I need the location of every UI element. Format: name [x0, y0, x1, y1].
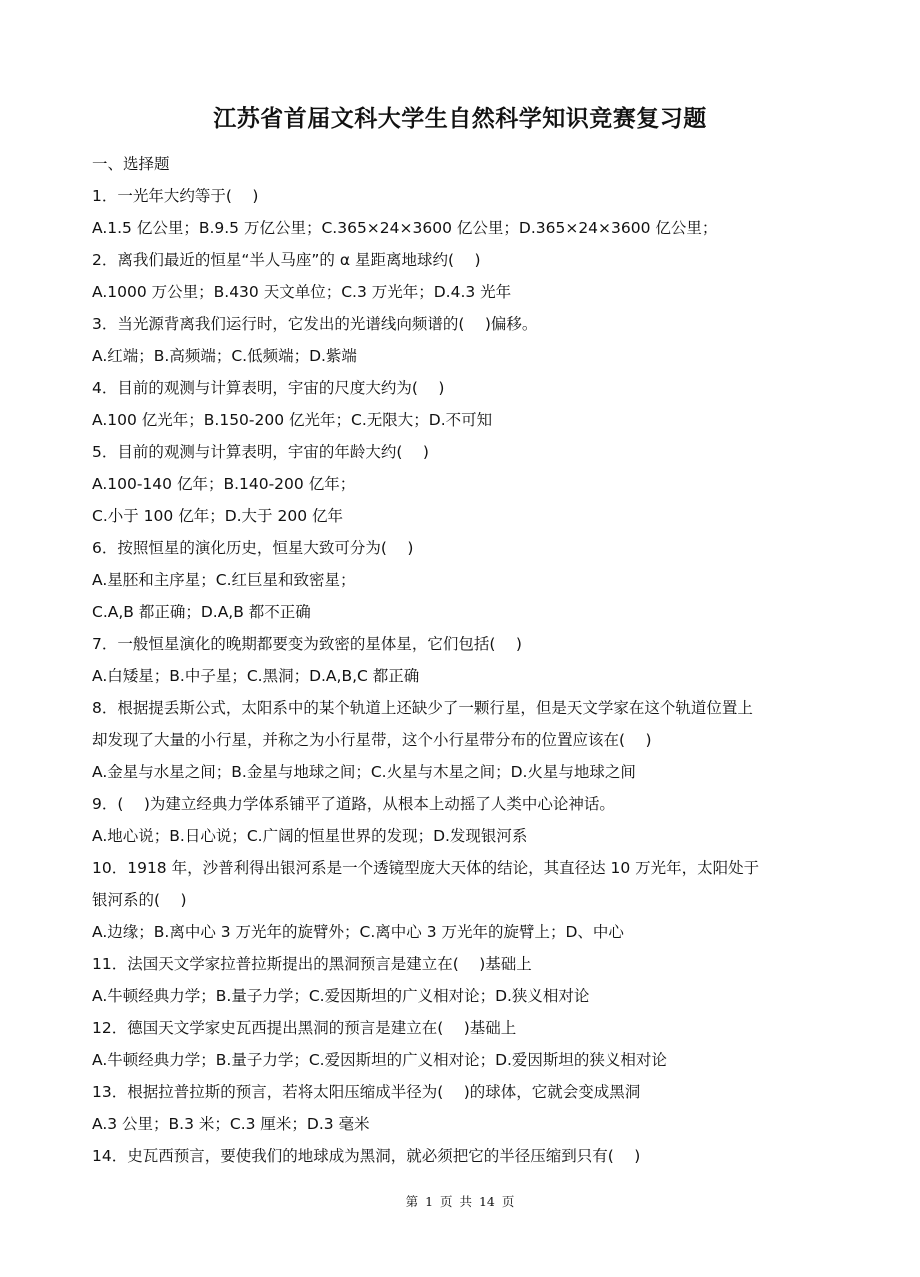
options-2: A.1000 万公里；B.430 天文单位；C.3 万光年；D.4.3 光年 — [92, 283, 512, 301]
question-6: 6．按照恒星的演化历史，恒星大致可分为( ) — [92, 539, 414, 557]
question-7: 7．一般恒星演化的晚期都要变为致密的星体星，它们包括( ) — [92, 635, 522, 653]
options-10: A.边缘；B.离中心 3 万光年的旋臂外；C.离中心 3 万光年的旋臂上；D、中心 — [92, 923, 624, 941]
section-heading: 一、选择题 — [92, 155, 170, 173]
question-list — [92, 148, 832, 1172]
question-3: 3．当光源背离我们运行时，它发出的光谱线向频谱的( )偏移。 — [92, 315, 538, 333]
page-footer: 第 1 页 共 14 页 — [405, 1194, 515, 1209]
options-3: A.红端；B.高频端；C.低频端；D.紫端 — [92, 347, 357, 365]
question-2: 2．离我们最近的恒星“半人马座”的 α 星距离地球约( ) — [92, 251, 481, 269]
options-6-a: A.星胚和主序星；C.红巨星和致密星； — [92, 571, 356, 589]
question-14: 14．史瓦西预言，要使我们的地球成为黑洞，就必须把它的半径压缩到只有( ) — [92, 1147, 641, 1165]
question-8-line-2: 却发现了大量的小行星，并称之为小行星带，这个小行星带分布的位置应该在( ) — [92, 731, 652, 749]
question-5: 5．目前的观测与计算表明，宇宙的年龄大约( ) — [92, 443, 429, 461]
document-title: 江苏省首届文科大学生自然科学知识竞赛复习题 — [213, 105, 707, 132]
options-5-a: A.100-140 亿年；B.140-200 亿年； — [92, 475, 356, 493]
options-7: A.白矮星；B.中子星；C.黑洞；D.A,B,C 都正确 — [92, 667, 420, 685]
options-13: A.3 公里；B.3 米；C.3 厘米；D.3 毫米 — [92, 1115, 370, 1133]
options-8: A.金星与水星之间；B.金星与地球之间；C.火星与木星之间；D.火星与地球之间 — [92, 763, 636, 781]
question-13: 13．根据拉普拉斯的预言，若将太阳压缩成半径为( )的球体，它就会变成黑洞 — [92, 1083, 641, 1101]
question-12: 12．德国天文学家史瓦西提出黑洞的预言是建立在( )基础上 — [92, 1019, 517, 1037]
options-1: A.1.5 亿公里；B.9.5 万亿公里；C.365×24×3600 亿公里；D.365×24×3600 亿公里； — [92, 219, 718, 237]
question-8-line-1: 8．根据提丢斯公式，太阳系中的某个轨道上还缺少了一颗行星，但是天文学家在这个轨道位置上 — [92, 699, 753, 717]
options-12: A.牛顿经典力学；B.量子力学；C.爱因斯坦的广义相对论；D.爱因斯坦的狭义相对论 — [92, 1051, 667, 1069]
options-4: A.100 亿光年；B.150-200 亿光年；C.无限大；D.不可知 — [92, 411, 493, 429]
question-11: 11．法国天文学家拉普拉斯提出的黑洞预言是建立在( )基础上 — [92, 955, 532, 973]
options-11: A.牛顿经典力学；B.量子力学；C.爱因斯坦的广义相对论；D.狭义相对论 — [92, 987, 590, 1005]
question-1: 1．一光年大约等于( ) — [92, 187, 259, 205]
question-10-line-2: 银河系的( ) — [92, 891, 187, 909]
question-9: 9．( )为建立经典力学体系铺平了道路，从根本上动摇了人类中心论神话。 — [92, 795, 615, 813]
options-5-b: C.小于 100 亿年；D.大于 200 亿年 — [92, 507, 343, 525]
question-4: 4．目前的观测与计算表明，宇宙的尺度大约为( ) — [92, 379, 445, 397]
options-6-b: C.A,B 都正确；D.A,B 都不正确 — [92, 603, 311, 621]
options-9: A.地心说；B.日心说；C.广阔的恒星世界的发现；D.发现银河系 — [92, 827, 528, 845]
question-10-line-1: 10．1918 年，沙普利得出银河系是一个透镜型庞大天体的结论，其直径达 10 万光年，太阳处于 — [92, 859, 760, 877]
